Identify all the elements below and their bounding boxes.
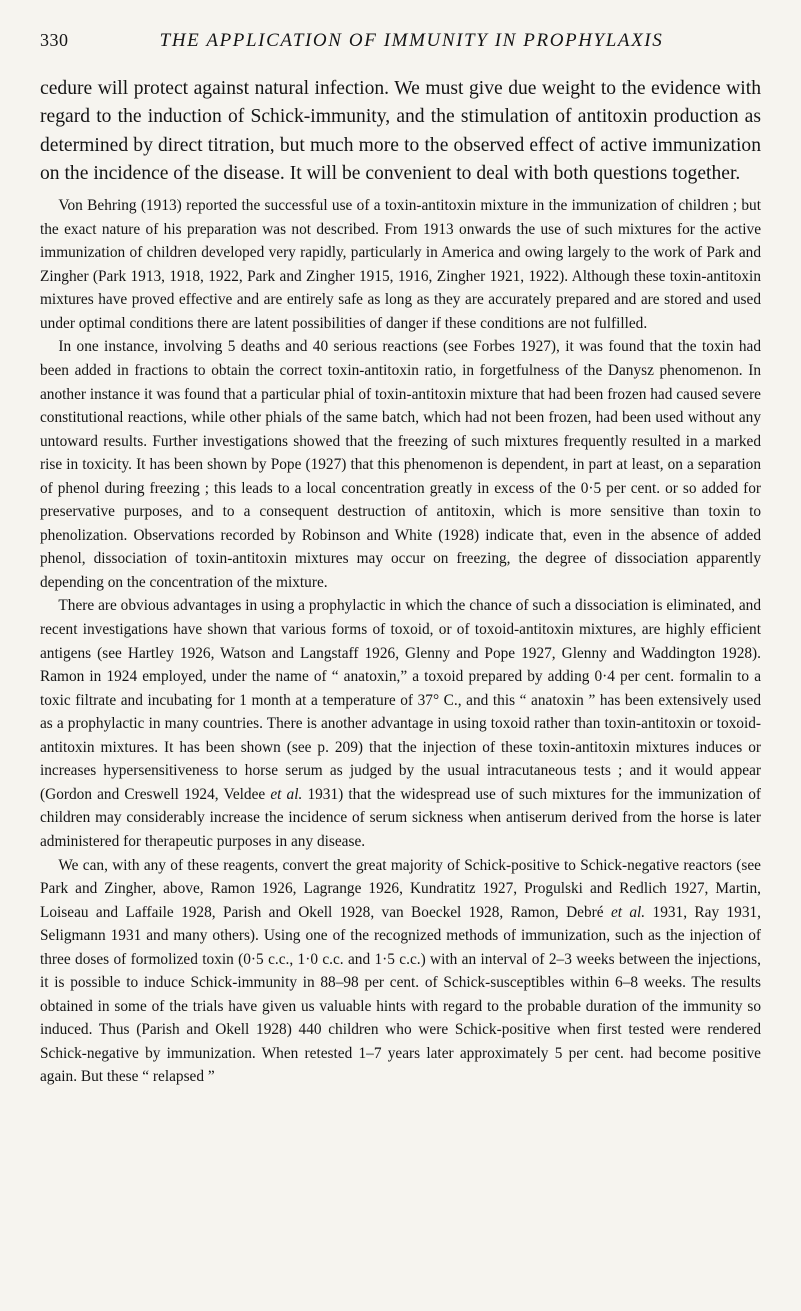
paragraph-text: We can, with any of these reagents, convert the great majority of Schick-positive to Schick-negative reactors (see Park and Zingher, above, Ramon 1926, Lagrange 1926, Kundratitz 1927, Progulski and Redlich 1927, Martin, Loiseau and Laffaile 1928, Parish and Okell 1928, van Boeckel 1928, Ramon, Debré <box>40 856 761 921</box>
body-text <box>40 194 761 1089</box>
italic-et-al: et al. <box>610 903 646 921</box>
running-header <box>40 30 761 66</box>
paragraph-text: 1931, Ray 1931, Seligmann 1931 and many others). Using one of the recognized methods of immunization, such as the injection of three doses of formolized toxin (0·5 c.c., 1·0 c.c. and 1·5 c.c.) with an interval of 2–3 weeks between the injections, it is possible to induce Schick-immunity in 88–98 per cent. of Schick-susceptibles within 6–8 weeks. The results obtained in some of the trials have given us valuable hints with regard to the probable duration of the immunity so induced. Thus (Parish and Okell 1928) 440 children who were Schick-positive when first tested were rendered Schick-negative by immunization. When retested 1–7 years later approximately 5 per cent. had become positive again. But these “ relapsed ” <box>40 903 762 1086</box>
italic-et-al: et al. <box>270 785 303 803</box>
paragraph-freezing-danger: In one instance, involving 5 deaths and 40 serious reactions (see Forbes 1927), it was found that the toxin had been added in fractions to obtain the correct toxin-antitoxin ratio, in forgetfulness of the Danysz phenomenon. In another instance it was found that a particular phial of toxin-antitoxin mixture that had been frozen had caused severe constitutional reactions, while other phials of the same batch, which had not been frozen, had been used without any untoward results. Further investigations showed that the freezing of such mixtures frequently resulted in a marked rise in toxicity. It has been shown by Pope (1927) that this phenomenon is dependent, in part at least, on a separation of phenol during freezing ; this leads to a local concentration greatly in excess of the 0·5 per cent. or so added for preservative purposes, and to a consequent destruction of antitoxin, which is more sensitive than toxin to phenolization. Observations recorded by Robinson and White (1928) indicate that, even in the absence of added phenol, dissociation of toxin-antitoxin mixtures may occur on freezing, the degree of dissociation apparently depending on the concentration of the mixture. <box>40 338 761 591</box>
paragraph-von-behring: Von Behring (1913) reported the successful use of a toxin-antitoxin mixture in the immunization of children ; but the exact nature of his preparation was not described. From 1913 onwards the use of such mixtures for the active immunization of children developed very rapidly, particularly in America and owing largely to the work of Park and Zingher (Park 1913, 1918, 1922, Park and Zingher 1915, 1916, Zingher 1921, 1922). Although these toxin-antitoxin mixtures have proved effective and are entirely safe as long as they are accurately prepared and are stored and used under optimal conditions there are latent possibilities of danger if these conditions are not fulfilled. <box>40 197 761 332</box>
paragraph-text: There are obvious advantages in using a prophylactic in which the chance of such a dissociation is eliminated, and recent investigations have shown that various forms of toxoid, or of toxoid-antitoxin mixtures, are highly efficient antigens (see Hartley 1926, Watson and Langstaff 1926, Glenny and Pope 1927, Glenny and Waddington 1928). Ramon in 1924 employed, under the name of “ anatoxin,” a toxoid prepared by adding 0·4 per cent. formalin to a toxic filtrate and incubating for 1 month at a temperature of 37° C., and this “ anatoxin ” has been extensively used as a prophylactic in many countries. There is another advantage in using toxoid rather than toxin-antitoxin or toxoid-antitoxin mixtures. It has been shown (see p. 209) that the injection of these toxin-antitoxin mixtures induces or increases hypersensitiveness to horse serum as judged by the usual intracutaneous tests ; and it would appear (Gordon and Creswell 1924, Veldee <box>40 597 761 803</box>
paragraph-text: 1931) that the widespread use of such mixtures for the immunization of children may considerably increase the incidence of serum sickness when antiserum derived from the horse is later administered for therapeutic purposes in any disease. <box>40 785 761 850</box>
page-number: 330 <box>40 30 69 50</box>
running-title: THE APPLICATION OF IMMUNITY IN PROPHYLAXIS <box>159 30 664 51</box>
paragraph-schick-conversion <box>40 854 761 1089</box>
lead-paragraph: cedure will protect against natural infection. We must give due weight to the evidence with regard to the induction of Schick-immunity, and the stimulation of antitoxin production as determined by direct titration, but much more to the observed effect of active immunization on the incidence of the disease. It will be convenient to deal with both questions together. <box>40 78 761 184</box>
paragraph-toxoid-advantages <box>40 594 761 853</box>
